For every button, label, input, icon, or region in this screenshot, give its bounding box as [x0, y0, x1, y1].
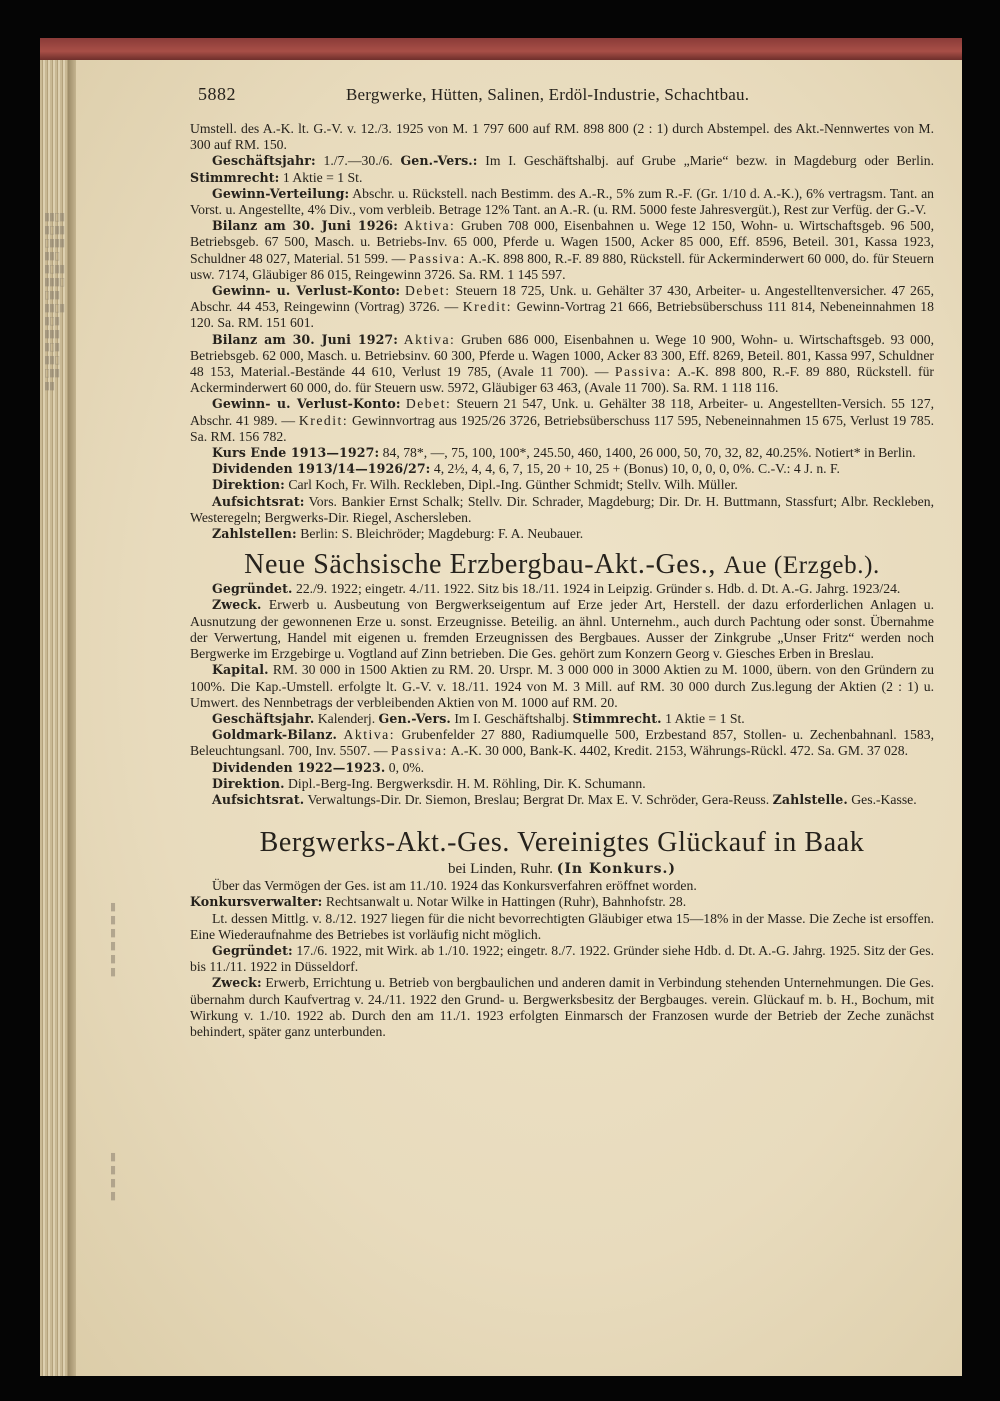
running-head: Bergwerke, Hütten, Salinen, Erdöl-Industrie, Schachtbau. [346, 85, 750, 104]
entry-dividenden: Dividenden 1913/14—1926/27: 4, 2½, 4, 4, 6, 7, 15, 20 + 10, 25 + (Bonus) 10, 0, 0, 0, 0%. C.-V.: 4 J. n. F. [212, 461, 840, 477]
entry-direktion: Direktion: Carl Koch, Fr. Wilh. Reckleben, Dipl.-Ing. Günther Schmidt; Stellv. Wilh. Müller. [212, 477, 738, 493]
entry-aufsichtsrat: Aufsichtsrat: Vors. Bankier Ernst Schalk; Stellv. Dir. Schrader, Magdeburg; Dir. Dr. H. Buttmann, Stassfurt; Albr. Reckleben, Westeregeln; Bergwerks-Dir. Riegel, Aschersleben. [190, 493, 934, 525]
company-title: Neue Sächsische Erzbergbau-Akt.-Ges., Aue (Erzgeb.). [244, 549, 880, 581]
entry-guv-1927: Gewinn- u. Verlust-Konto: Debet: Steuern 21 547, Unk. u. Gehälter 38 118, Arbeiter- u. Angestellten-Versich. 55 127, Abschr. 41 989. — Kredit: Gewinnvortrag aus 1925/26 3726, Betriebsüberschuss 117 595, Nebeneinnahmen 15 675, Verlust 19 785. Sa. RM. 156 782. [190, 396, 935, 444]
bleed-through-marks: ▮ ▮ ▮ ▮ ▮ ▮ [110, 900, 116, 978]
entry-zweck: Zweck. Erwerb u. Ausbeutung von Bergwerkseigentum auf Erze jeder Art, Herstell. der dazu erforderlichen Anlagen u. Ausnutzung der gewonnenen Erze u. sonst. Erzeugnisse. Beteilig. an ähnl. Unternehm., auch durch Pachtung oder sonst. Übernahme der Verwertung, Handel mit eigenen u. fremden Erzeugnissen des Bergbaues. Ausser der Zinkgrube „Unser Fritz“ werden noch Bergwerke im Erzgebirge u. Vogtland auf Zinn betrieben. Die Ges. gehört zum Konzern Georg v. Giesches Erben in Breslau. [190, 597, 935, 662]
entry-gegruendet: Gegründet: 17./6. 1922, mit Wirk. ab 1./10. 1922; eingetr. 8./7. 1922. Gründer siehe Hdb. d. Dt. A.-G. Jahrg. 1925. Sitz der Ges. bis 11./11. 1922 in Düsseldorf. [190, 942, 935, 975]
page-text [190, 84, 934, 1040]
entry-kapital: Kapital. RM. 30 000 in 1500 Aktien zu RM. 20. Urspr. M. 3 000 000 in 3000 Aktien zu M. 1000, übern. von den Gründern zu 100%. Die Kap.-Umstell. erfolgte lt. G.-V. v. 18./11. 1924 von M. 3 Mill. auf RM. 30 000 durch Zus.legung der Aktien (2 : 1) u. Umwert. des Nennbetrags der verbleibenden Aktien von M. 1000 auf RM. 20. [190, 662, 935, 710]
entry-geschaeftsjahr: Geschäftsjahr: 1./7.—30./6. Gen.-Vers.: Im I. Geschäftshalbj. auf Grube „Marie“ bezw. in Magdeburg oder Berlin. Stimmrecht: 1 Aktie = 1 St. [190, 153, 935, 185]
bleed-through-marks: ▮ ▮ ▮ ▮ [110, 1150, 116, 1202]
entry-direktion: Direktion. Dipl.-Berg-Ing. Bergwerksdir. H. M. Röhling, Dir. K. Schumann. [212, 775, 646, 791]
entry-bilanz-1926: Bilanz am 30. Juni 1926: Aktiva: Gruben 708 000, Eisenbahnen u. Wege 12 150, Wohn- u. Wirtschaftsgeb. 96 500, Betriebsgeb. 67 500, Masch. u. Betriebs-Inv. 65 000, Pferde u. Wagen 1500, Acker 85 000, Eff. 8596, Beteil. 301, Kassa 1923, Schuldner 48 027, Material. 51 599. — Passiva: A.-K. 898 800, R.-F. 89 880, Rückstell. für Ackerminderwert 60 000, do. für Steuern usw. 7174, Gläubiger 86 015, Reingewinn 3726. Sa. RM. 1 145 597. [190, 218, 934, 282]
entry-goldmark-bilanz: Goldmark-Bilanz. Aktiva: Grubenfelder 27 880, Radiumquelle 500, Erzbestand 857, Stollen- u. Zechenbahnanl. 1583, Beleuchtungsanl. 700, Inv. 5507. — Passiva: A.-K. 30 000, Bank-K. 4402, Kredit. 2153, Währungs-Rückl. 472. Sa. GM. 37 028. [190, 727, 935, 759]
entry-dividenden: Dividenden 1922—1923. 0, 0%. [212, 759, 425, 775]
bleed-through-marks: ▮▯▮ ▮▮▯ ▯▮▮ ▮▮ [44, 340, 60, 392]
section-gap [190, 808, 934, 820]
entry-gegruendet: Gegründet. 22./9. 1922; eingetr. 4./11. 1922. Sitz bis 18./11. 1924 in Leipzig. Gründer s. Hdb. d. Dt. A.-G. Jahrg. 1923/24. [212, 581, 901, 597]
company-subtitle: bei Linden, Ruhr. (In Konkurs.) [448, 861, 676, 878]
entry-mitteilung: Lt. dessen Mittlg. v. 8./12. 1927 liegen für die nicht bevorrechtigten Gläubiger etwa 15—18% in der Masse. Die Zeche ist ersoffen. Eine Wiederaufnahme des Betriebes ist vorläufig nicht möglich. [190, 910, 934, 942]
book-binding [40, 38, 962, 60]
status-badge: (In Konkurs.) [556, 861, 676, 878]
entry-konkursverwalter: Konkursverwalter: Rechtsanwalt u. Notar Wilke in Hattingen (Ruhr), Bahnhofstr. 28. [190, 894, 687, 910]
page-header [198, 84, 934, 105]
entry-gewinn-verteilung: Gewinn-Verteilung: Abschr. u. Rückstell. nach Bestimm. des A.-R., 5% zum R.-F. (Gr. 1/10 d. A.-K.), 6% vertragsm. Tant. an Vorst. u. Angestellte, 4% Div., vom verbleib. Betrage 12% Tant. an A.-R. (u. RM. 5000 feste Jahresvergüt.), Rest zur Verfüg. der G.-V. [190, 185, 934, 218]
entry-zweck: Zweck: Erwerb, Errichtung u. Betrieb von bergbaulichen und anderen damit in Verbindung stehenden Unternehmungen. Die Ges. übernahm durch Kaufvertrag v. 24./11. 1922 den Grund- u. Bergwerksbesitz der Bergbauges. verein. Glückauf m. b. H., Bochum, mit Wirkung v. 1./10. 1922 ab. Durch den am 11./1. 1923 erfolgten Einmarsch der Franzosen wurde der Betrieb der Zeche zunächst behindert, später ganz unterbunden. [190, 975, 935, 1039]
entry-zahlstellen: Zahlstellen: Berlin: S. Bleichröder; Magdeburg: F. A. Neubauer. [212, 526, 584, 542]
continued-paragraph: Umstell. des A.-K. lt. G.-V. v. 12./3. 1925 von M. 1 797 600 auf RM. 898 800 (2 : 1) durch Abstempel. des Akt.-Nennwertes von M. 300 auf RM. 150. [190, 121, 934, 153]
entry-intro: Über das Vermögen der Ges. ist am 11./10. 1924 das Konkursverfahren eröffnet worden. [212, 878, 697, 894]
entry-geschaeftsjahr: Geschäftsjahr. Kalenderj. Gen.-Vers. Im I. Geschäftshalbj. Stimmrecht. 1 Aktie = 1 St. [212, 710, 745, 726]
entry-bilanz-1927: Bilanz am 30. Juni 1927: Aktiva: Gruben 686 000, Eisenbahnen u. Wege 10 900, Wohn- u. Wirtschaftsgeb. 93 000, Betriebsgeb. 62 000, Masch. u. Betriebsinv. 60 300, Pferde u. Wagen 1000, Acker 83 300, Eff. 8269, Beteil. 801, Kassa 997, Schuldner 48 153, Material.-Bestände 44 610, Verlust 19 785, (Avale 11 700). — Passiva: A.-K. 898 800, R.-F. 89 880, Rückstell. für Ackerminderwert 60 000, do. für Steuern usw. 5972, Gläubiger 63 463, (Avale 11 700). Sa. RM. 1 118 116. [190, 331, 934, 396]
entry-kurs: Kurs Ende 1913—1927: 84, 78*, —, 75, 100, 100*, 245.50, 460, 1400, 26 000, 50, 70, 32, 82, 40.25%. Notiert* in Berlin. [212, 445, 916, 461]
bleed-through-marks: ▮▮▯▮ ▮▯▮▮ ▯▮▮▮ ▮▮▯ ▮▯▮▮ ▮▮▮▯ ▯▮▮ ▮▮▯▮ ▮▯▮ ▮▮▮ [44, 210, 65, 340]
entry-guv-1926: Gewinn- u. Verlust-Konto: Debet: Steuern 18 725, Unk. u. Gehälter 37 430, Arbeiter- u. Angestelltenversicher. 47 265, Abschr. 44 453, Reingewinn (Vortrag) 3726. — Kredit: Gewinn-Vortrag 21 666, Betriebsüberschuss 111 814, Nebeneinnahmen 18 120. Sa. RM. 151 601. [190, 283, 935, 331]
entry-aufsichtsrat: Aufsichtsrat. Verwaltungs-Dir. Dr. Siemon, Breslau; Bergrat Dr. Max E. V. Schröder, Gera-Reuss. Zahlstelle. Ges.-Kasse. [212, 791, 917, 807]
company-title: Bergwerks-Akt.-Ges. Vereinigtes Glückauf in Baak [259, 827, 865, 859]
page-number: 5882 [198, 84, 236, 104]
